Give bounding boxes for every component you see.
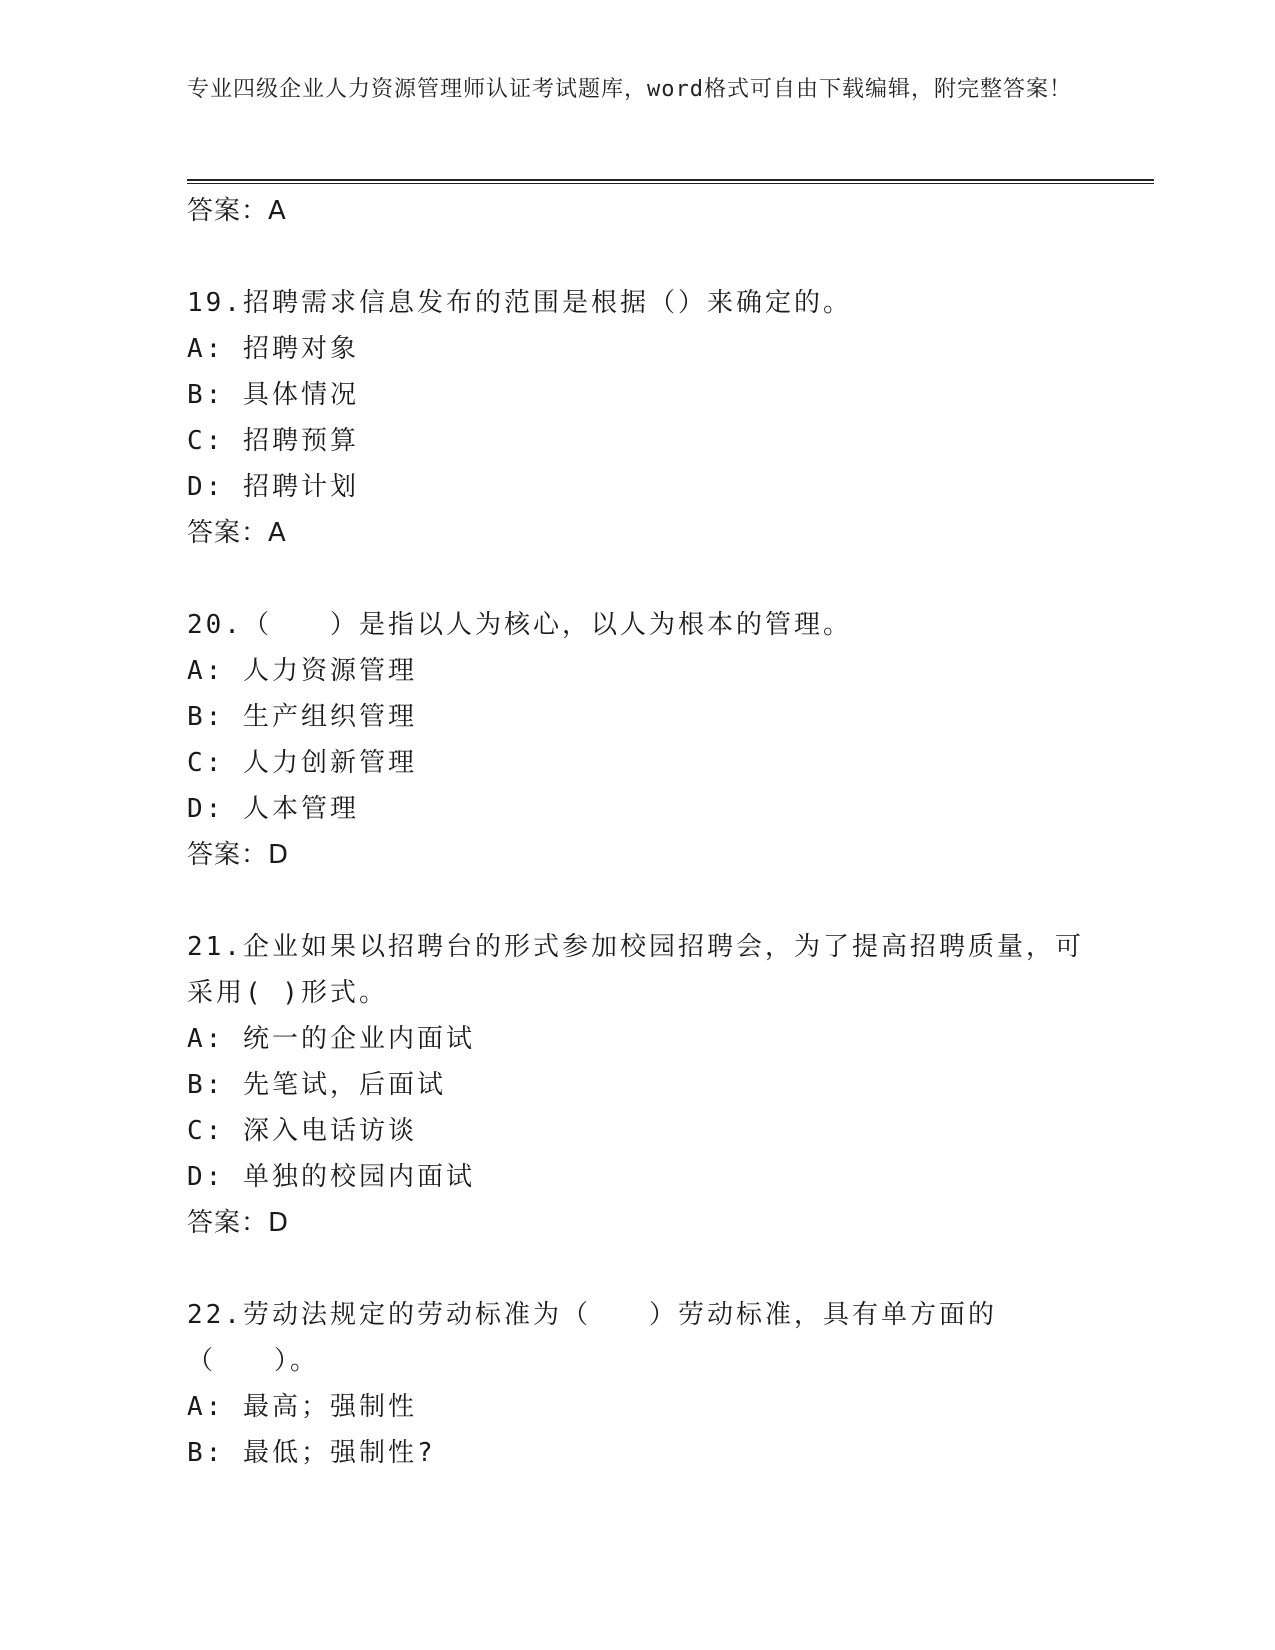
option-a: A: 统一的企业内面试 — [187, 1024, 475, 1054]
question-block — [187, 1292, 1087, 1476]
answer-line: 答案：A — [187, 196, 287, 226]
document-header: 专业四级企业人力资源管理师认证考试题库，word格式可自由下载编辑，附完整答案！ — [187, 77, 1072, 102]
option-c: C: 招聘预算 — [187, 426, 359, 456]
question-block — [187, 924, 1087, 1246]
question-text: 19.招聘需求信息发布的范围是根据（）来确定的。 — [187, 288, 852, 318]
option-b: B: 生产组织管理 — [187, 702, 417, 732]
spacer — [187, 234, 1087, 280]
option-d: D: 单独的校园内面试 — [187, 1162, 475, 1192]
question-block — [187, 602, 1087, 878]
spacer — [187, 1246, 1087, 1292]
answer-line: 答案：A — [187, 518, 287, 548]
option-a: A: 招聘对象 — [187, 334, 359, 364]
question-text: 22.劳动法规定的劳动标准为（ ）劳动标准，具有单方面的（ ）。 — [187, 1300, 997, 1376]
option-b: B: 最低；强制性? — [187, 1438, 436, 1468]
spacer — [187, 878, 1087, 924]
header-rule-thin — [187, 183, 1154, 184]
answer-line: 答案：D — [187, 840, 290, 870]
option-c: C: 人力创新管理 — [187, 748, 417, 778]
option-a: A: 人力资源管理 — [187, 656, 417, 686]
question-list — [187, 188, 1087, 1476]
option-d: D: 人本管理 — [187, 794, 359, 824]
option-b: B: 先笔试，后面试 — [187, 1070, 446, 1100]
question-text: 21.企业如果以招聘台的形式参加校园招聘会，为了提高招聘质量，可采用( )形式。 — [187, 932, 1084, 1008]
header-rule-thick — [187, 179, 1154, 181]
question-block — [187, 280, 1087, 556]
question-text: 20.（ ）是指以人为核心，以人为根本的管理。 — [187, 610, 852, 640]
option-d: D: 招聘计划 — [187, 472, 359, 502]
option-c: C: 深入电话访谈 — [187, 1116, 417, 1146]
option-b: B: 具体情况 — [187, 380, 359, 410]
answer-line: 答案：D — [187, 1208, 290, 1238]
spacer — [187, 556, 1087, 602]
option-a: A: 最高；强制性 — [187, 1392, 417, 1422]
